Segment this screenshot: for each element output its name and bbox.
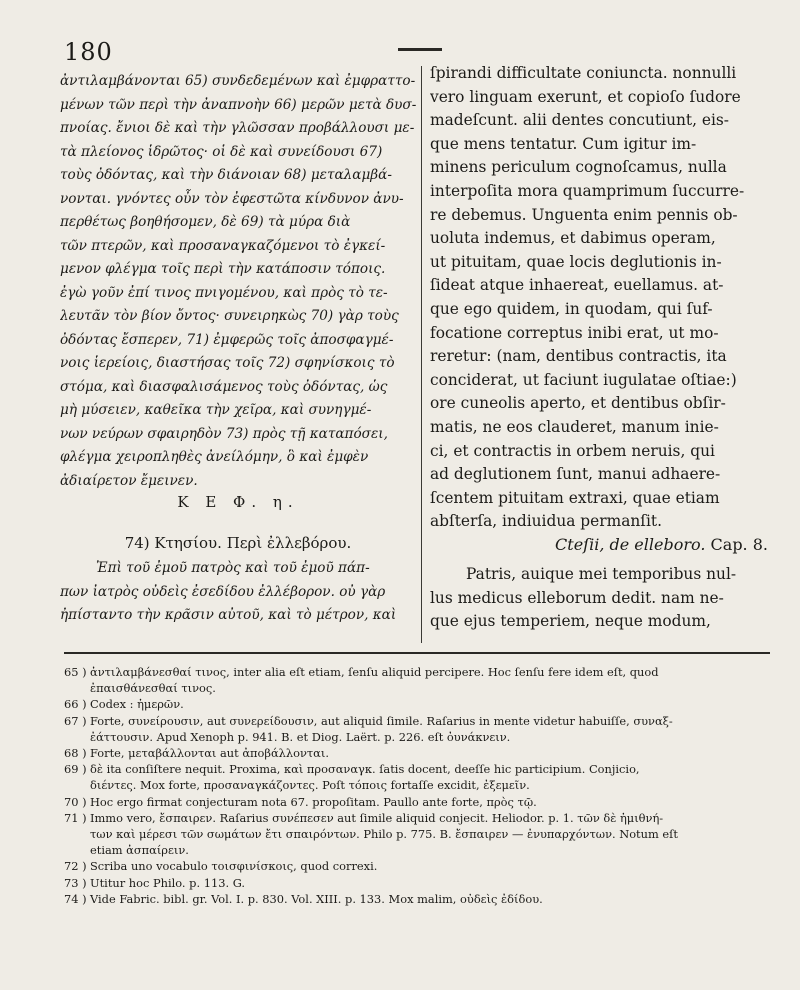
- latin-text-line: ſcentem pituitam extraxi, quae etiam: [430, 488, 720, 507]
- latin-text-line: matis, ne eos clauderet, manum inie-: [430, 417, 719, 436]
- footnote: [64, 664, 774, 696]
- footnote-number: 68 ): [64, 746, 87, 761]
- latin-text-line: ore cuneolis aperto, et dentibus obſir-: [430, 394, 726, 413]
- greek-text-line: τῶν πτερῶν, καὶ προσαναγκαζόμενοι τὸ ἐγκεί-: [60, 237, 386, 254]
- greek-text-line: ἀντιλαμβάνονται 65) συνδεδεμένων καὶ ἐμφραττο-: [60, 73, 416, 89]
- column-divider: [421, 66, 422, 643]
- latin-text-line: focatione correptus inibi erat, ut mo-: [430, 323, 719, 342]
- footnote-text: etiam ἀσπαίρειν.: [90, 843, 189, 858]
- footnote-number: 72 ): [64, 859, 87, 874]
- greek-text-line: μὴ μύσειεν, καθεῖκα τὴν χεῖρα, καὶ συνηγμέ-: [60, 402, 372, 418]
- latin-text-line: re debemus. Unguenta enim pennis ob-: [430, 205, 738, 224]
- footnotes-rule: [64, 652, 770, 654]
- footnote-text: ἐάττουσιν. Apud Xenoph p. 941. B. et Diog. Laërt. p. 226. eſt ὀυνάκνειν.: [90, 729, 511, 744]
- latin-text-column: [430, 62, 770, 534]
- footnote: [64, 858, 774, 874]
- footnote: [64, 713, 774, 745]
- footnote: [64, 875, 774, 891]
- latin-text-line: minens periculum cognoſcamus, nulla: [430, 158, 727, 177]
- footnote-number: 74 ): [64, 891, 87, 906]
- latin-text-line: reretur: (nam, dentibus contractis, ita: [430, 347, 727, 366]
- latin-text-line: vero linguam exerunt, et copioſo ſudore: [430, 87, 741, 106]
- latin-section-cap: Cap. 8.: [710, 535, 768, 554]
- greek-text-line: Ἐπὶ τοῦ ἐμοῦ πατρὸς καὶ τοῦ ἐμοῦ πάπ-: [96, 560, 370, 576]
- latin-text-line: que ejus temperiem, neque modum,: [430, 612, 711, 631]
- greek-text-line: νοις ἱερείοις, διαστήσας τοῖς 72) σφηνίσκοις τὸ: [60, 355, 395, 371]
- greek-text-line: ἀδιαίρετον ἔμεινεν.: [60, 472, 198, 489]
- footnote: [64, 696, 774, 712]
- footnote-text: Vide Fabric. bibl. gr. Vol. I. p. 830. Vol. XIII. p. 133. Mox malim, οὐδεὶς ἐδίδου.: [90, 891, 543, 906]
- footnote: [64, 891, 774, 907]
- page-number: 180: [64, 38, 113, 66]
- latin-text-line: ſpirandi difficultate coniuncta. nonnulli: [430, 64, 737, 82]
- latin-text-line: Patris, auique mei temporibus nul-: [466, 565, 737, 583]
- footnote-number: 67 ): [64, 713, 87, 728]
- latin-text-line: interpoſita mora quamprimum ſuccurre-: [430, 181, 745, 200]
- chapter-heading: Κ Ε Φ. η.: [177, 493, 299, 511]
- greek-text-line: τὰ πλείονος ἱδρῶτος· οἱ δὲ καὶ συνείδουσι 67): [60, 143, 383, 160]
- latin-section-title: [430, 535, 768, 554]
- footnote-text: Forte, συνείρουσιν, aut συνερείδουσιν, aut aliquid ſimile. Raſarius in mente videtur habuiſſe, συναξ-: [90, 713, 673, 728]
- footnote-number: 65 ): [64, 665, 87, 679]
- footnote: [64, 761, 774, 793]
- footnote-text: ἀντιλαμβάνεσθαί τινος, inter alia eſt etiam, ſenſu aliquid percipere. Hoc ſenſu fere idem eſt, quod: [90, 665, 659, 679]
- footnote: [64, 810, 774, 859]
- latin-text-line: que mens tentatur. Cum igitur im-: [430, 134, 697, 153]
- latin-text-line: ci, et contractis in orbem neruis, qui: [430, 441, 715, 460]
- footnotes: [64, 664, 774, 907]
- greek-text-line: νων νεύρων σφαιρηδὸν 73) πρὸς τῇ καταπόσει,: [60, 425, 388, 442]
- greek-text-line: νονται. γνόντες οὖν τὸν ἐφεστῶτα κίνδυνον ἀνυ-: [60, 190, 404, 207]
- footnote-number: 66 ): [64, 697, 87, 712]
- latin-text-line: uoluta indemus, et dabimus operam,: [430, 229, 716, 248]
- latin-text-line: madeſcunt. alii dentes concutiunt, eis-: [430, 111, 729, 130]
- footnote: [64, 794, 774, 810]
- footnote-number: 70 ): [64, 794, 87, 809]
- greek-text-line: ἐγὼ γοῦν ἐπί τινος πνιγομένου, καὶ πρὸς τὸ τε-: [60, 284, 388, 301]
- latin-text-line: lus medicus elleborum dedit. nam ne-: [430, 588, 724, 607]
- latin-text-line: ut pituitam, quae locis deglutionis in-: [430, 252, 722, 271]
- footnote-text: Codex : ἡμερῶν.: [90, 697, 184, 712]
- latin-text-line: conciderat, ut faciunt iugulatae oſtiae:): [430, 370, 737, 389]
- greek-text-line: πων ἰατρὸς οὐδεὶς ἐσεδίδου ἐλλέβορον. οὐ γὰρ: [60, 583, 386, 600]
- footnote-text: Forte, μεταβάλλονται aut ἀποβάλλονται.: [90, 746, 329, 761]
- greek-text-line: μενον φλέγμα τοῖς περὶ τὴν κατάποσιν τόποις.: [60, 261, 386, 277]
- latin-text-line: abſterſa, indiuidua permanſit.: [430, 512, 663, 531]
- greek-text-line: μένων τῶν περὶ τὴν ἀναπνοὴν 66) μερῶν μετὰ δυσ-: [60, 96, 416, 113]
- greek-text-column: [60, 70, 416, 493]
- latin-section-title-text: Cteſii, de elleboro.: [555, 535, 706, 554]
- footnote-text: Scriba uno vocabulo τοισφινίσκοις, quod correxi.: [90, 859, 378, 874]
- footnote-number: 69 ): [64, 762, 87, 777]
- footnote-text: Immo vero, ἔσπαιρεν. Raſarius συνέπεσεν aut ſimile aliquid conjecit. Heliodor. p. 1. τῶν δὲ ἡμιθνή-: [90, 810, 664, 825]
- footnote-number: 73 ): [64, 875, 87, 890]
- footnote-text: δὲ ita conſiſtere nequit. Proxima, καὶ προσαναγκ. ſatis docent, deeſſe hic participium. Conjicio,: [90, 762, 640, 777]
- footnote-text: Utitur hoc Philo. p. 113. G.: [90, 875, 246, 890]
- greek-text-line: περθέτως βοηθήσομεν, δὲ 69) τὰ μύρα διὰ: [60, 214, 351, 230]
- header-rule: [398, 48, 442, 51]
- footnote-text: ἐπαισθάνεσθαί τινος.: [90, 681, 216, 696]
- footnote-text: διέντες. Mox forte, προσαναγκάζοντες. Poſt τόποις fortaſſe excidit, ἐξεμεῖν.: [90, 778, 530, 793]
- greek-text-line: ἠπίσταντο τὴν κρᾶσιν αὐτοῦ, καὶ τὸ μέτρον, καὶ: [60, 607, 397, 623]
- greek-section-title: 74) Κτησίου. Περὶ ἐλλεβόρου.: [124, 534, 352, 552]
- greek-text-line: ὀδόντας ἔσπερεν, 71) ἐμφερῶς τοῖς ἀποσφαγμέ-: [60, 331, 394, 348]
- greek-section-body: [60, 557, 416, 628]
- greek-text-line: πνοίας. ἔνιοι δὲ καὶ τὴν γλῶσσαν προβάλλουσι με-: [60, 120, 415, 136]
- greek-text-line: στόμα, καὶ διασφαλισάμενος τοὺς ὀδόντας, ὡς: [60, 378, 388, 395]
- greek-text-line: φλέγμα χειροπληθὲς ἀνείλόμην, ὃ καὶ ἐμφὲν: [60, 449, 369, 465]
- footnote: [64, 745, 774, 761]
- greek-text-line: τοὺς ὀδόντας, καὶ τὴν διάνοιαν 68) μεταλαμβά-: [60, 167, 392, 183]
- latin-section-body: [430, 563, 770, 634]
- latin-text-line: ſideat atque inhaereat, euellamus. at-: [430, 276, 724, 295]
- footnote-text: Hoc ergo firmat conjecturam nota 67. propoſitam. Paullo ante forte, πρὸς τῷ.: [90, 794, 537, 809]
- greek-text-line: λευτᾶν τὸν βίον ὄντος· συνειρηκὼς 70) γὰρ τοὺς: [60, 308, 399, 324]
- footnote-number: 71 ): [64, 810, 87, 825]
- footnote-text: των καὶ μέρεσι τῶν σωμάτων ἔτι σπαιρόντων. Philo p. 775. B. ἔσπαιρεν — ἐνυπαρχόντων. Notum eſt: [90, 827, 678, 842]
- latin-text-line: ad deglutionem ſunt, manui adhaere-: [430, 465, 721, 484]
- latin-text-line: que ego quidem, in quodam, qui ſuf-: [430, 299, 713, 318]
